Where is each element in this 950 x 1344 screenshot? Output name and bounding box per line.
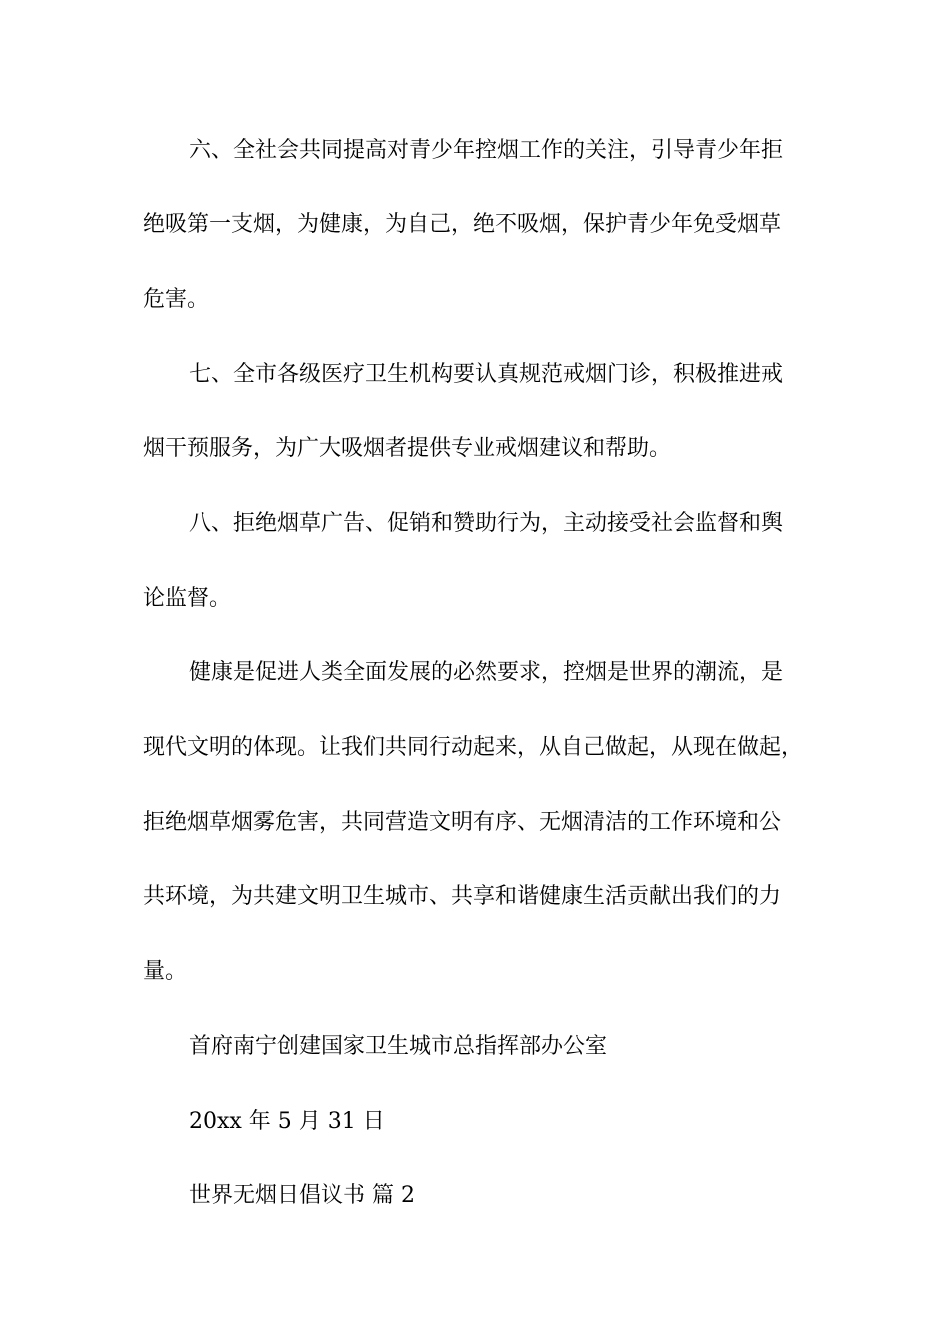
paragraph-7-line-2: 烟干预服务，为广大吸烟者提供专业戒烟建议和帮助。 [143,436,672,461]
closing-paragraph-line-5: 量。 [143,959,188,984]
paragraph-8-line-1: 八、拒绝烟草广告、促销和赞助行为，主动接受社会监督和舆 [189,511,784,536]
closing-paragraph-line-1: 健康是促进人类全面发展的必然要求，控烟是世界的潮流，是 [189,660,784,685]
signature-organization: 首府南宁创建国家卫生城市总指挥部办公室 [189,1034,608,1059]
paragraph-7-line-1: 七、全市各级医疗卫生机构要认真规范戒烟门诊，积极推进戒 [189,362,784,387]
paragraph-6-line-2: 绝吸第一支烟，为健康，为自己，绝不吸烟，保护青少年免受烟草 [143,212,782,237]
next-section-title: 世界无烟日倡议书 篇 2 [189,1183,415,1208]
signature-date: 20xx 年 5 月 31 日 [189,1109,385,1134]
paragraph-8-line-2: 论监督。 [143,586,232,611]
paragraph-6-line-1: 六、全社会共同提高对青少年控烟工作的关注，引导青少年拒 [189,138,784,163]
closing-paragraph-line-3: 拒绝烟草烟雾危害，共同营造文明有序、无烟清洁的工作环境和公 [143,810,782,835]
closing-paragraph-line-4: 共环境，为共建文明卫生城市、共享和谐健康生活贡献出我们的力 [143,884,782,909]
paragraph-6-line-3: 危害。 [143,287,210,312]
closing-paragraph-line-2: 现代文明的体现。让我们共同行动起来，从自己做起，从现在做起， [143,735,804,760]
